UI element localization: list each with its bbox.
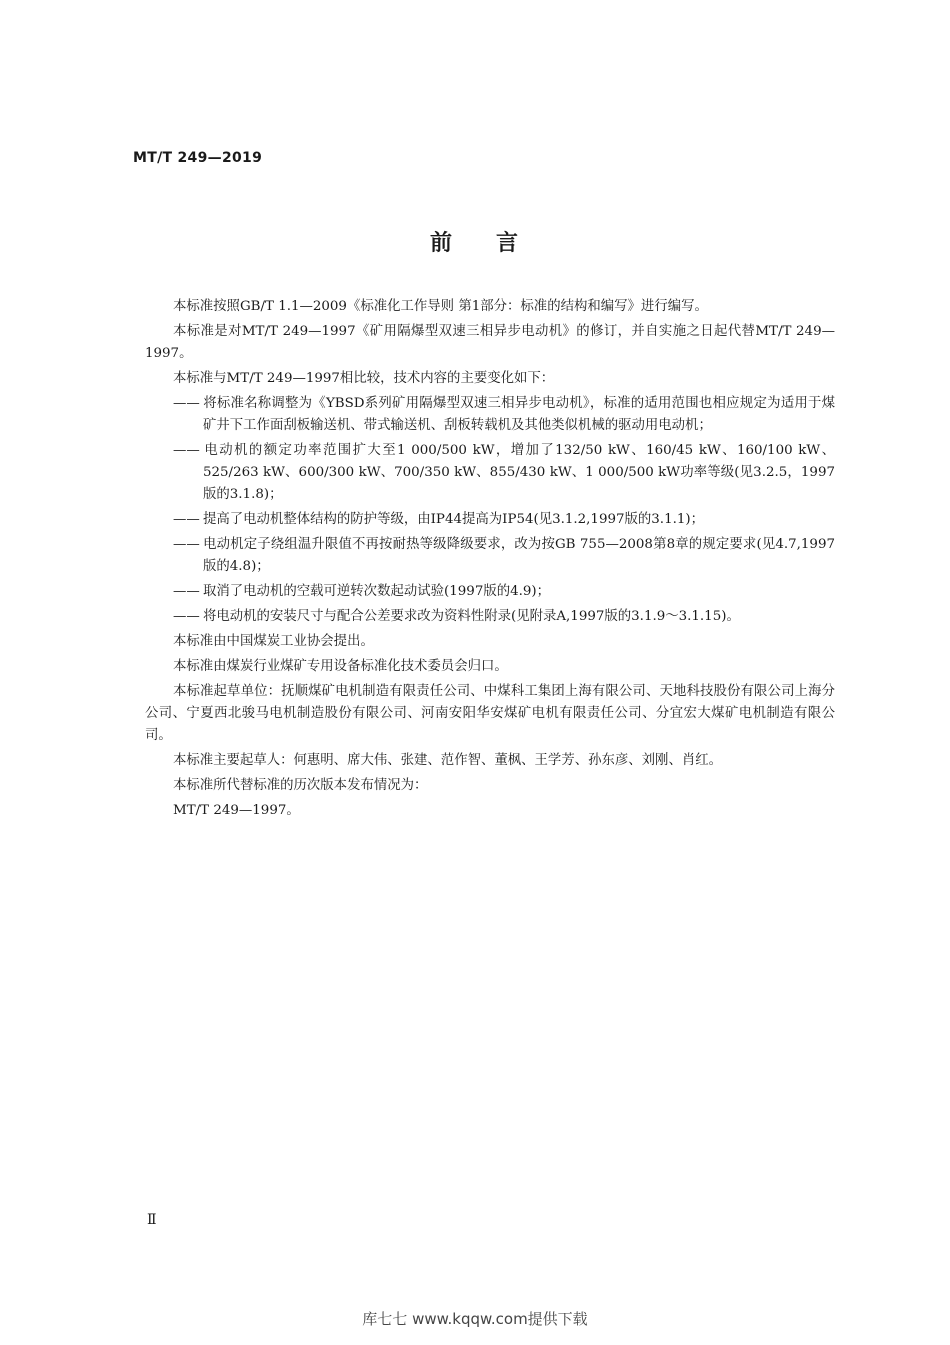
paragraph-committee: 本标准由煤炭行业煤矿专用设备标准化技术委员会归口。 bbox=[173, 659, 508, 674]
paragraph-history-intro: 本标准所代替标准的历次版本发布情况为： bbox=[173, 778, 428, 793]
page-title bbox=[0, 226, 950, 257]
document-code: MT/T 249—2019 bbox=[133, 150, 263, 166]
list-item bbox=[173, 534, 835, 578]
foreword-body bbox=[145, 296, 835, 825]
paragraph-drafting-rules: 本标准按照GB/T 1.1—2009《标准化工作导则 第1部分：标准的结构和编写》进行编写。 bbox=[173, 299, 708, 314]
paragraph-proposer: 本标准由中国煤炭工业协会提出。 bbox=[173, 634, 374, 649]
dash-marker: —— bbox=[173, 443, 200, 458]
list-item bbox=[173, 606, 835, 628]
list-item bbox=[173, 509, 835, 531]
paragraph-drafters: 本标准主要起草人：何惠明、席大伟、张建、范作智、董枫、王学芳、孙东彦、刘刚、肖红。 bbox=[173, 753, 723, 768]
list-item-text: 提高了电动机整体结构的防护等级，由IP44提高为IP54(见3.1.2,1997版的3.1.1)； bbox=[203, 512, 704, 527]
dash-marker: —— bbox=[173, 584, 200, 599]
list-item-text: 将电动机的安装尺寸与配合公差要求改为资料性附录(见附录A,1997版的3.1.9～3.1.15)。 bbox=[203, 609, 740, 624]
dash-marker: —— bbox=[173, 609, 200, 624]
download-watermark: 库七七 www.kqqw.com提供下载 bbox=[362, 1310, 588, 1328]
list-item-text: 电动机定子绕组温升限值不再按耐热等级降级要求，改为按GB 755—2008第8章的规定要求(见4.7,1997版的4.8)； bbox=[203, 537, 835, 574]
dash-marker: —— bbox=[173, 537, 200, 552]
list-item bbox=[173, 440, 835, 506]
list-item-text: 取消了电动机的空载可逆转次数起动试验(1997版的4.9)； bbox=[203, 584, 551, 599]
list-item-text: 将标准名称调整为《YBSD系列矿用隔爆型双速三相异步电动机》，标准的适用范围也相应规定为适用于煤矿井下工作面刮板输送机、带式输送机、刮板转载机及其他类似机械的驱动用电动机； bbox=[203, 396, 835, 433]
paragraph-history-version: MT/T 249—1997。 bbox=[173, 803, 300, 818]
page-number: Ⅱ bbox=[147, 1212, 157, 1228]
title-char-right: 言 bbox=[496, 231, 521, 256]
dash-marker: —— bbox=[173, 396, 200, 411]
list-item-text: 电动机的额定功率范围扩大至1 000/500 kW，增加了132/50 kW、160/45 kW、160/100 kW、525/263 kW、600/300 kW、700/350 kW、855/430 kW、1 000/500 kW功率等级(见3.2.5，1997版的3.1.8)； bbox=[203, 443, 835, 502]
paragraph-drafting-units: 本标准起草单位：抚顺煤矿电机制造有限责任公司、中煤科工集团上海有限公司、天地科技股份有限公司上海分公司、宁夏西北骏马电机制造股份有限公司、河南安阳华安煤矿电机有限责任公司、分宜宏大煤矿电机制造有限公司。 bbox=[145, 684, 835, 743]
paragraph-changes-intro: 本标准与MT/T 249—1997相比较，技术内容的主要变化如下： bbox=[173, 371, 555, 386]
list-item bbox=[173, 581, 835, 603]
paragraph-revision: 本标准是对MT/T 249—1997《矿用隔爆型双速三相异步电动机》的修订，并自实施之日起代替MT/T 249—1997。 bbox=[145, 324, 835, 361]
title-char-left: 前 bbox=[429, 231, 454, 256]
dash-marker: —— bbox=[173, 512, 200, 527]
list-item bbox=[173, 393, 835, 437]
